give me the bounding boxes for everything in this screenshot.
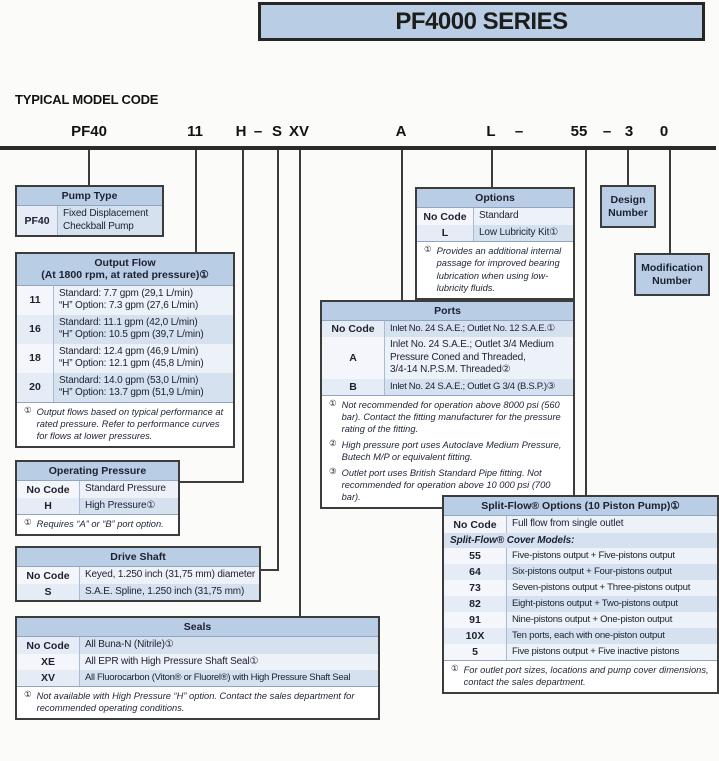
model-code-segment: 3 (624, 123, 634, 140)
desc-cell: Six-pistons output + Four-pistons output (512, 565, 672, 577)
table-row (444, 580, 717, 596)
table-row (444, 612, 717, 628)
desc-cell: Inlet No. 24 S.A.E.; Outlet 3/4 Medium Pressure Coned and Threaded, 3/4-14 N.P.S.M. Threaded② (390, 339, 554, 376)
table-row (322, 337, 573, 379)
table-subheader: Split-Flow® Cover Models: (444, 533, 717, 548)
desc-cell: Seven-pistons output + Three-pistons output (512, 581, 691, 593)
code-cell: 82 (444, 596, 507, 612)
connector-line (242, 150, 244, 483)
desc-cell: Inlet No. 24 S.A.E.; Outlet G 3/4 (B.S.P.)③ (390, 380, 555, 392)
connector-line (88, 150, 90, 185)
desc-cell: High Pressure① (85, 499, 156, 511)
table-title: Split-Flow® Options (10 Piston Pump)① (444, 497, 717, 516)
model-code-rule (0, 146, 716, 150)
table-row (322, 321, 573, 337)
table-row (17, 373, 233, 402)
table-note: ① For outlet port sizes, locations and pump cover dimensions, contact the sales department. (444, 660, 717, 692)
table-row (17, 315, 233, 344)
connector-line (585, 150, 587, 495)
options-table (415, 187, 575, 300)
desc-cell: All Buna-N (Nitrile)① (85, 639, 174, 651)
series-header-bar (258, 2, 705, 41)
model-code-segment: 0 (659, 123, 669, 140)
table-row (17, 481, 178, 498)
table-title: Options (417, 189, 573, 208)
desc-cell: Fixed Displacement Checkball Pump (63, 208, 149, 232)
model-code-segment: A (395, 123, 407, 140)
desc-cell: Nine-pistons output + One-piston output (512, 613, 673, 625)
code-cell: H (17, 498, 80, 515)
operating-pressure-table (15, 460, 180, 536)
table-note: ① Output flows based on typical performance at rated pressure. Refer to performance curves for flows at lower pressures. (17, 402, 233, 446)
connector-line (627, 150, 629, 185)
table-row (17, 206, 162, 235)
connector-line (195, 150, 197, 252)
code-cell: 64 (444, 564, 507, 580)
seals-table (15, 616, 380, 720)
connector-line (277, 150, 279, 571)
table-title: Operating Pressure (17, 462, 178, 481)
model-code-segment: PF40 (71, 123, 107, 140)
desc-cell: Keyed, 1.250 inch (31,75 mm) diameter (85, 569, 256, 581)
table-note: ① Provides an additional internal passage for improved bearing lubrication when using low-lubricity fluids. (417, 241, 573, 297)
desc-cell: Five-pistons output + Five-pistons output (512, 549, 675, 561)
table-note: ① Requires “A” or “B” port option. (17, 514, 178, 534)
table-note: ① Not available with High Pressure “H” option. Contact the sales department for recommended operating conditions. (17, 686, 378, 718)
desc-cell: Inlet No. 24 S.A.E.; Outlet No. 12 S.A.E.① (390, 323, 555, 335)
code-cell: 20 (17, 373, 54, 402)
desc-cell: Standard: 12.4 gpm (46,9 L/min) “H” Option: 12.1 gpm (45,8 L/min) (59, 345, 204, 370)
table-note: ① Not recommended for operation above 8000 psi (560 bar). Contact the fitting manufacturer for the pressure rating of the fitting. (322, 395, 573, 439)
code-cell: No Code (17, 567, 80, 584)
model-code-segment: XV (288, 123, 310, 140)
table-row (444, 644, 717, 660)
pump-type-table (15, 185, 164, 237)
desc-cell: Five pistons output + Five inactive pistons (512, 645, 680, 657)
table-row (322, 379, 573, 395)
model-code-segment: – (253, 123, 263, 140)
table-row (444, 516, 717, 533)
code-cell: 5 (444, 644, 507, 660)
code-cell: XE (17, 654, 80, 671)
table-row (444, 628, 717, 644)
code-cell: A (322, 337, 385, 379)
split-flow-table (442, 495, 719, 694)
code-cell: No Code (17, 481, 80, 498)
code-cell: No Code (17, 637, 80, 654)
modification-number-box: Modification Number (634, 253, 710, 296)
table-row (417, 208, 573, 225)
drive-shaft-table (15, 546, 261, 602)
table-row (17, 637, 378, 654)
series-title: PF4000 SERIES (395, 7, 568, 35)
table-note: ② High pressure port uses Autoclave Medium Pressure, Butech M/P or equivalent fitting. (322, 439, 573, 467)
connector-line (491, 150, 493, 187)
code-cell: L (417, 225, 474, 242)
connector-line (299, 150, 301, 616)
connector-line (669, 150, 671, 253)
model-code-segment: 55 (570, 123, 588, 140)
table-note: ③ Outlet port uses British Standard Pipe fitting. Not recommended for operation above 10 000 psi (700 bar). (322, 467, 573, 507)
table-row (17, 584, 259, 601)
model-code-segment: 11 (187, 123, 203, 140)
table-row (17, 567, 259, 584)
table-title: Pump Type (17, 187, 162, 206)
table-row (444, 564, 717, 580)
table-row (17, 344, 233, 373)
desc-cell: Standard: 7.7 gpm (29,1 L/min) “H” Option: 7.3 gpm (27,6 L/min) (59, 287, 199, 312)
ports-table (320, 300, 575, 509)
table-title: Drive Shaft (17, 548, 259, 567)
table-row (444, 596, 717, 612)
table-row (17, 286, 233, 315)
output-flow-table (15, 252, 235, 448)
code-cell: No Code (322, 321, 385, 337)
table-row (17, 498, 178, 515)
code-cell: 55 (444, 548, 507, 564)
desc-cell: Standard Pressure (85, 483, 166, 495)
desc-cell: Standard: 11.1 gpm (42,0 L/min) “H” Option: 10.5 gpm (39,7 L/min) (59, 316, 204, 341)
table-row (17, 654, 378, 671)
code-cell: No Code (444, 516, 507, 533)
desc-cell: Standard: 14.0 gpm (53,0 L/min) “H” Option: 13.7 gpm (51,9 L/min) (59, 374, 204, 399)
code-cell: No Code (417, 208, 474, 225)
connector-line (176, 481, 244, 483)
table-row (444, 548, 717, 564)
model-code-segment: – (602, 123, 612, 140)
desc-cell: S.A.E. Spline, 1.250 inch (31,75 mm) (85, 585, 245, 597)
table-title: Seals (17, 618, 378, 637)
desc-cell: Full flow from single outlet (512, 518, 624, 530)
code-cell: S (17, 584, 80, 601)
desc-cell: Standard (479, 210, 519, 222)
model-code-segment: L (486, 123, 496, 140)
desc-cell: Eight-pistons output + Two-pistons output (512, 597, 678, 609)
table-title: Output Flow (At 1800 rpm, at rated pressure)① (17, 254, 233, 286)
model-code-segment: S (271, 123, 283, 140)
desc-cell: Low Lubricity Kit① (479, 226, 559, 238)
model-code-segment: – (514, 123, 524, 140)
code-cell: 11 (17, 286, 54, 315)
table-title: Ports (322, 302, 573, 321)
desc-cell: Ten ports, each with one-piston output (512, 629, 665, 641)
table-row (17, 670, 378, 686)
section-title: TYPICAL MODEL CODE (15, 92, 159, 107)
code-cell: 16 (17, 315, 54, 344)
code-cell: 91 (444, 612, 507, 628)
code-cell: 10X (444, 628, 507, 644)
table-row (417, 225, 573, 242)
design-number-box: Design Number (600, 185, 656, 228)
code-cell: B (322, 379, 385, 395)
model-code-segment: H (235, 123, 247, 140)
code-cell: 18 (17, 344, 54, 373)
desc-cell: All EPR with High Pressure Shaft Seal① (85, 655, 259, 667)
code-cell: PF40 (17, 206, 58, 235)
desc-cell: All Fluorocarbon (Viton® or Fluorel®) with High Pressure Shaft Seal (85, 672, 351, 684)
code-cell: 73 (444, 580, 507, 596)
connector-line (401, 150, 403, 300)
code-cell: XV (17, 670, 80, 686)
